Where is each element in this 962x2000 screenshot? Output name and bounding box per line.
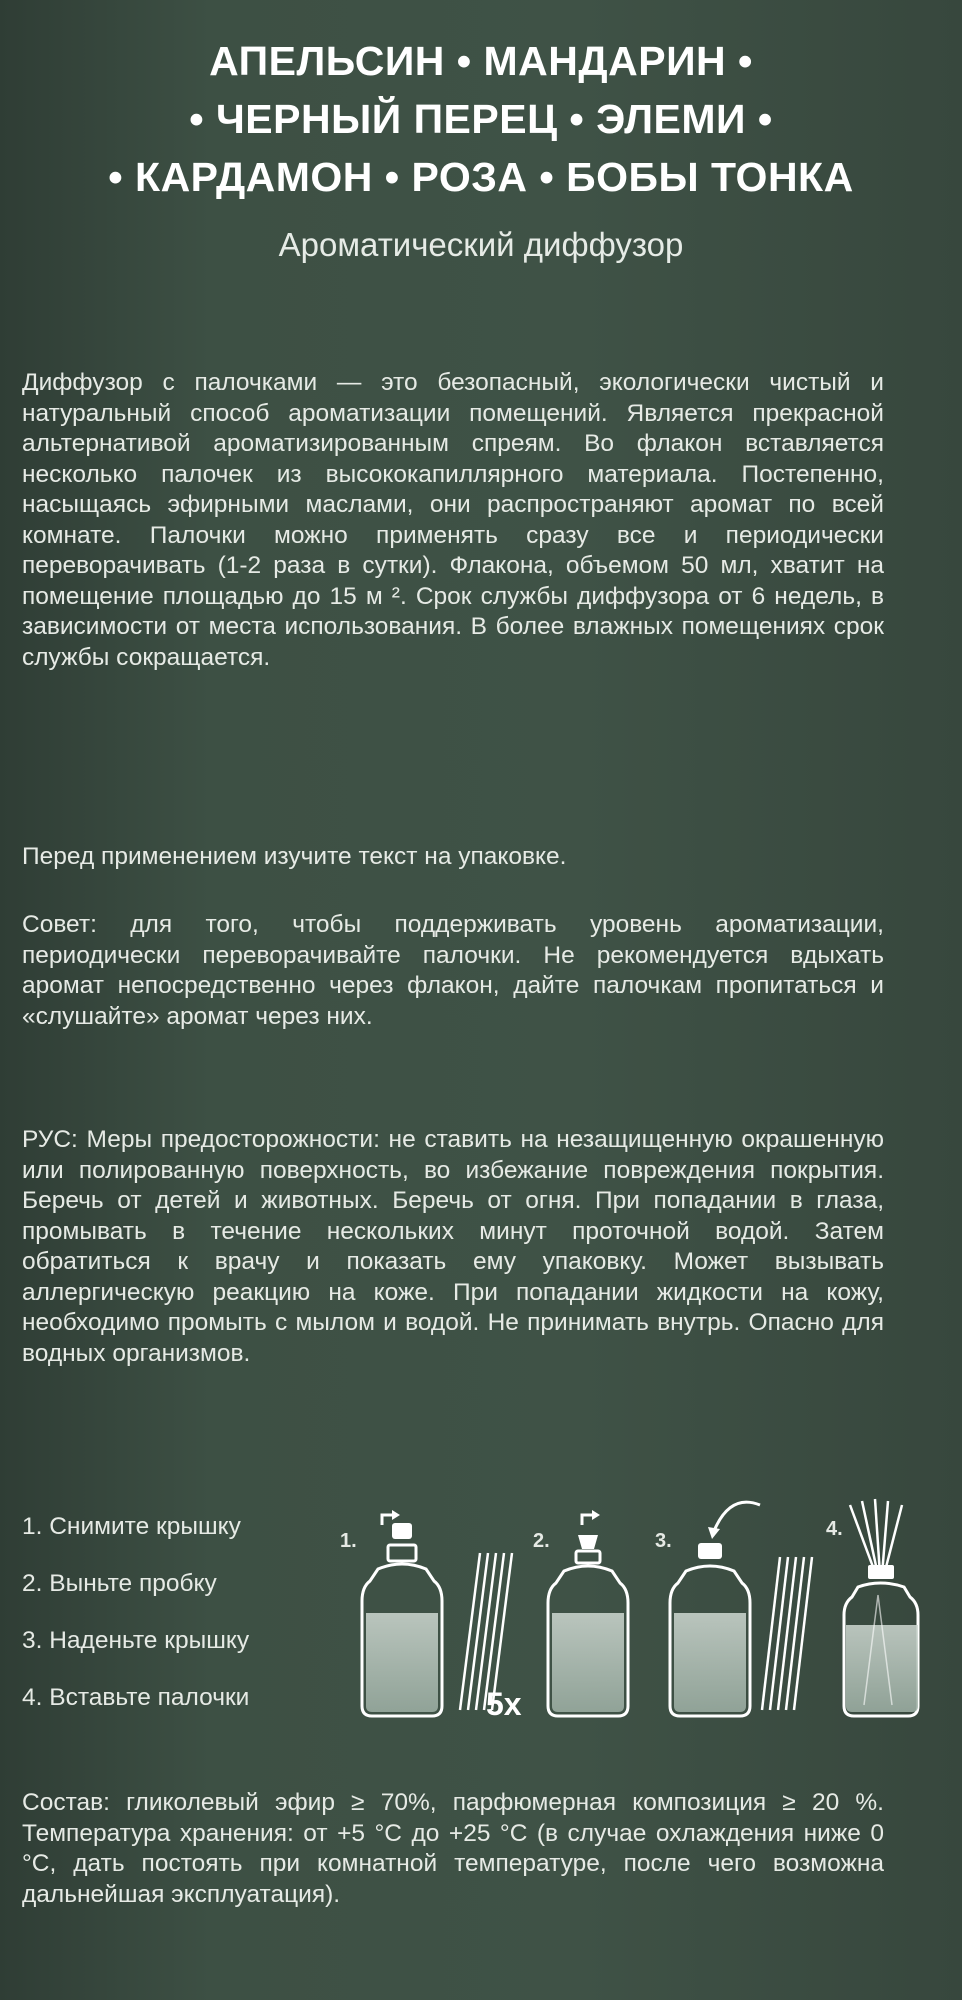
illustration-step-number-3: 3.: [655, 1530, 672, 1552]
read-label-warning: Перед применением изучите текст на упаковке.: [22, 843, 567, 870]
bottle-cap-on-icon: [670, 1502, 760, 1716]
usage-step-1: 1. Снимите крышку: [22, 1513, 241, 1540]
usage-illustration: [330, 1495, 930, 1735]
fragrance-notes-headline: [0, 0, 962, 206]
illustration-step-number-2: 2.: [533, 1530, 550, 1552]
bottle-cap-off-icon: [362, 1510, 442, 1716]
headline-line-3: • КАРДАМОН • РОЗА • БОБЫ ТОНКА: [108, 154, 854, 200]
bottle-with-sticks-icon: [844, 1499, 918, 1716]
diffuser-sticks-icon: [762, 1557, 812, 1710]
usage-step-3: 3. Наденьте крышку: [22, 1627, 250, 1654]
composition-paragraph: Состав: гликолевый эфир ≥ 70%, парфюмерная композиция ≥ 20 %. Температура хранения: от +5 °C до +25 °C (в случае охлаждения ниже 0 °C, дать постоять при комнатной температуре, после чего возможна дальнейшая эксплуатация).: [22, 1789, 884, 1908]
description-paragraph: Диффузор с палочками — это безопасный, экологически чистый и натуральный способ ароматизации помещений. Является прекрасной альтернативой ароматизированным спреям. Во флакон вставляется несколько палочек из высококапиллярного материала. Постепенно, насыщаясь эфирными маслами, они распространяют аромат по всей комнате. Палочки можно применять сразу все и периодически переворачивать (1-2 раза в сутки). Флакона, объемом 50 мл, хватит на помещение площадью до 15 м ². Срок службы диффузора от 6 недель, в зависимости от места использования. В более влажных помещениях срок службы сокращается.: [22, 369, 884, 671]
illustration-step-number-4: 4.: [826, 1518, 843, 1540]
bottle-plug-off-icon: [548, 1510, 628, 1716]
precautions-paragraph: РУС: Меры предосторожности: не ставить на незащищенную окрашенную или полированную поверхность, во избежание повреждения покрытия. Беречь от детей и животных. Беречь от огня. При попадании в глаза, промывать в течение нескольких минут проточной водой. Затем обратиться к врачу и показать ему упаковку. Может вызывать аллергическую реакцию на коже. При попадании жидкости на кожу, необходимо промыть с мылом и водой. Не принимать внутрь. Опасно для водных организмов.: [22, 1126, 884, 1367]
product-subtitle: Ароматический диффузор: [278, 226, 684, 263]
headline-line-1: АПЕЛЬСИН • МАНДАРИН •: [209, 38, 753, 84]
usage-step-4: 4. Вставьте палочки: [22, 1684, 250, 1711]
sticks-count-label: 5x: [486, 1686, 522, 1722]
usage-step-2: 2. Выньте пробку: [22, 1570, 217, 1597]
usage-steps-list: [22, 1512, 249, 1740]
illustration-step-number-1: 1.: [340, 1530, 357, 1552]
advice-paragraph: Совет: для того, чтобы поддерживать уровень ароматизации, периодически переворачивайте палочки. Не рекомендуется вдыхать аромат непосредственно через флакон, дайте палочкам пропитаться и «слушайте» аромат через них.: [22, 911, 884, 1030]
headline-line-2: • ЧЕРНЫЙ ПЕРЕЦ • ЭЛЕМИ •: [189, 96, 773, 142]
